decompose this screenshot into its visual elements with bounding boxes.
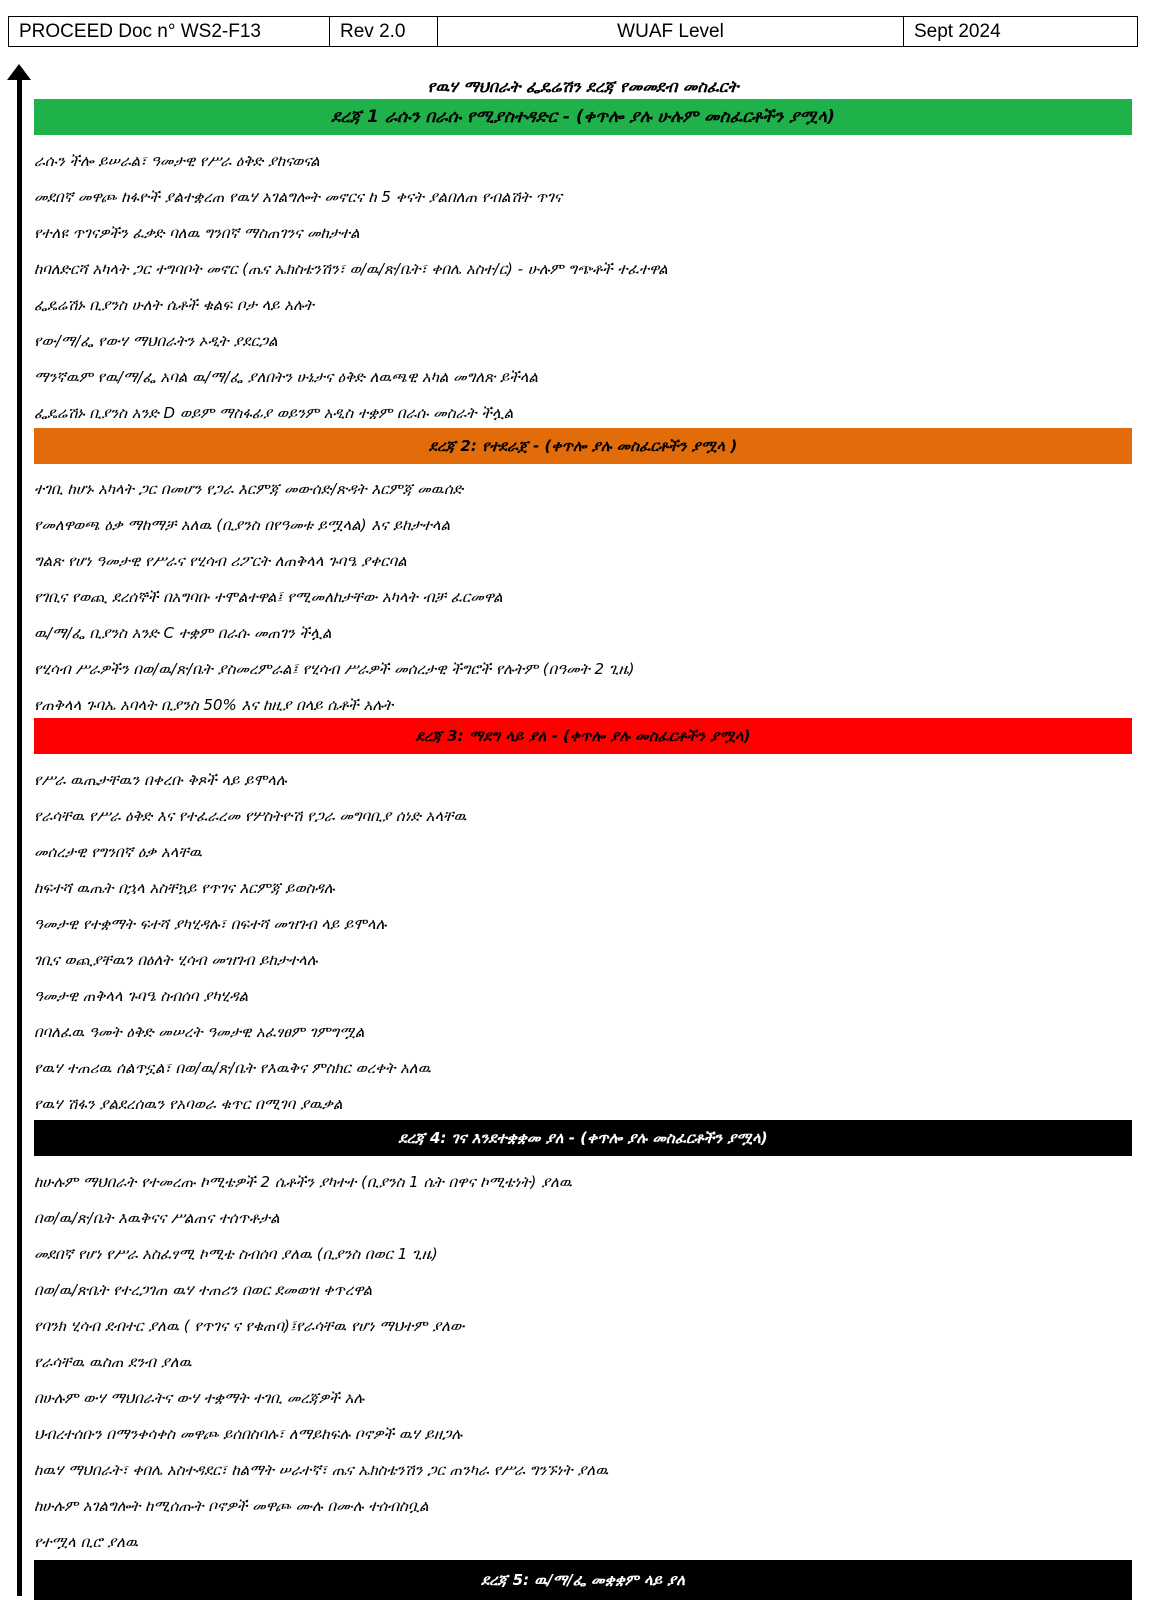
level-1-item: የው/ማ/ፌ የውሃ ማህበራትን ኦዲት ያደርጋል bbox=[34, 332, 278, 350]
level-1-item: ፌዴሬሽኑ ቢያንስ ሁለት ሴቶች ቁልፍ ቦታ ላይ አሉት bbox=[34, 296, 314, 314]
level-4-item: በወ/ዉ/ጽቤት የተረጋገጠ ዉሃ ተጠሪን በወር ደመወዝ ቀጥረዋል bbox=[34, 1281, 373, 1299]
arrow-shaft bbox=[17, 76, 22, 1596]
level-1-item: ራሱን ችሎ ይሠራል፣ ዓመታዊ የሥራ ዕቅድ ያከናወናል bbox=[34, 152, 320, 170]
level-4-heading: ደረጃ 4: ገና እንደተቋቋመ ያለ - (ቀጥሎ ያሉ መስፈርቶችን ያሟላ) bbox=[34, 1120, 1132, 1156]
level-3-item: ገቢና ወጪያቸዉን በዕለት ሂሳብ መዝገብ ይከታተላሉ bbox=[34, 951, 318, 969]
revision-cell: Rev 2.0 bbox=[330, 17, 438, 47]
level-4-item: የባንክ ሂሳብ ደብተር ያለዉ ( የጥገና ና የቁጠባ)፤የራሳቸዉ የሆነ ማህተም ያለው bbox=[34, 1317, 465, 1335]
level-1-heading: ደረጃ 1 ራሱን በራሱ የሚያስተዳድር - (ቀጥሎ ያሉ ሁሉም መስፈርቶችን ያሟላ) bbox=[34, 99, 1132, 135]
level-4-item: በሁሉም ውሃ ማህበራትና ውሃ ተቋማት ተገቢ መረጃዎች አሉ bbox=[34, 1389, 365, 1407]
level-3-item: ዓመታዊ ጠቅላላ ጉባዔ ስብሰባ ያካሂዳል bbox=[34, 987, 249, 1005]
level-cell: WUAF Level bbox=[438, 17, 904, 47]
level-2-item: የሂሳብ ሥራዎችን በወ/ዉ/ጽ/ቤት ያስመረምራል፤ የሂሳብ ሥራዎች መሰረታዊ ችግሮች የሉትም (በዓመት 2 ጊዜ) bbox=[34, 660, 635, 678]
level-2-heading: ደረጃ 2: የተደራጀ - (ቀጥሎ ያሉ መስፈርቶችን ያሟላ ) bbox=[34, 428, 1132, 464]
level-4-item: ከዉሃ ማህበራት፣ ቀበሌ አስተዳደር፣ ከልማት ሠራተኛ፣ ጤና ኤክስቴንሽን ጋር ጠንካራ የሥራ ግንኙነት ያለዉ bbox=[34, 1461, 609, 1479]
level-1-item: ፌዴሬሽኑ ቢያንስ አንድ D ወይም ማስፋፊያ ወይንም አዲስ ተቋም በራሱ መስራት ችሏል bbox=[34, 404, 514, 422]
level-2-item: የመለዋወጫ ዕቃ ማከማቻ አለዉ (ቢያንስ በየዓመቱ ይሟላል) እና ይከታተላል bbox=[34, 516, 451, 534]
level-3-item: መሰረታዊ የግንበኛ ዕቃ አላቸዉ bbox=[34, 843, 202, 861]
level-4-item: የራሳቸዉ ዉስጠ ደንብ ያለዉ bbox=[34, 1353, 192, 1371]
level-4-item: የተሟላ ቢሮ ያለዉ bbox=[34, 1533, 139, 1551]
level-1-item: መደበኛ መዋጮ ከፋዮች ያልተቋረጠ የዉሃ አገልግሎት መኖርና ከ 5 ቀናት ያልበለጠ የብልሽት ጥገና bbox=[34, 188, 562, 206]
level-2-item: ዉ/ማ/ፌ ቢያንስ አንድ C ተቋም በራሱ መጠገን ችሏል bbox=[34, 624, 332, 642]
document-header-table bbox=[8, 16, 1138, 47]
level-3-item: የራሳቸዉ የሥራ ዕቅድ እና የተፈራረመ የሦስትዮሽ የጋራ መግባቢያ ሰነድ አላቸዉ bbox=[34, 807, 467, 825]
level-5-heading: ደረጃ 5: ዉ/ማ/ፌ መቋቋም ላይ ያለ bbox=[34, 1560, 1132, 1600]
level-3-item: በባለፈዉ ዓመት ዕቅድ መሠረት ዓመታዊ አፈፃፀም ገምግሟል bbox=[34, 1023, 365, 1041]
level-4-item: ከሁሉም ማህበራት የተመረጡ ኮሚቴዎች 2 ሴቶችን ያካተተ (ቢያንስ 1 ሴት በዋና ኮሚቴነት) ያለዉ bbox=[34, 1173, 572, 1191]
level-3-item: ከፍተሻ ዉጤት በኋላ አስቸኳይ የጥገና እርምጃ ይወስዳሉ bbox=[34, 879, 335, 897]
level-1-item: ማንኛዉም የዉ/ማ/ፌ አባል ዉ/ማ/ፌ ያለበትን ሁኔታና ዕቅድ ለዉጫዊ አካል መግለጽ ይችላል bbox=[34, 368, 538, 386]
level-1-item: ከባለድርሻ አካላት ጋር ተግባቦት መኖር (ጤና ኤክስቴንሽን፣ ወ/ዉ/ጽ/ቤት፣ ቀበሌ አስተ/ር) - ሁሉም ግጭቶች ተፈተዋል bbox=[34, 260, 668, 278]
level-4-item: ህብረተሰቡን በማንቀሳቀስ መዋጮ ይሰበስባሉ፣ ለማይከፍሉ ቦኖዎች ዉሃ ይዘጋሉ bbox=[34, 1425, 463, 1443]
doc-number-cell: PROCEED Doc n° WS2-F13 bbox=[9, 17, 330, 47]
level-3-heading: ደረጃ 3: ማደግ ላይ ያለ - (ቀጥሎ ያሉ መስፈርቶችን ያሟላ) bbox=[34, 718, 1132, 754]
date-cell: Sept 2024 bbox=[904, 17, 1138, 47]
page-title: የዉሃ ማህበራት ፌዴሬሽን ደረጃ የመመደብ መስፈርት bbox=[427, 77, 739, 96]
level-3-item: የዉሃ ሽፋን ያልደረሰዉን የአባወራ ቁጥር በሚገባ ያዉቃል bbox=[34, 1095, 343, 1113]
level-4-item: በወ/ዉ/ጽ/ቤት እዉቅናና ሥልጠና ተሰጥቶታል bbox=[34, 1209, 280, 1227]
level-3-item: የዉሃ ተጠሪዉ ሰልጥኗል፣ በወ/ዉ/ጽ/ቤት የእዉቅና ምስክር ወረቀት አለዉ bbox=[34, 1059, 431, 1077]
level-2-item: የጠቅላላ ጉባኤ አባላት ቢያንስ 50% እና ከዚያ በላይ ሴቶች አሉት bbox=[34, 696, 394, 714]
level-2-item: የገቢና የወጪ ደረሰኞች በአግባቡ ተሞልተዋል፤ የሚመለከታቸው አካላት ብቻ ፈርመዋል bbox=[34, 588, 503, 606]
level-3-item: የሥራ ዉጤታቸዉን በቀረቡ ቅጾች ላይ ይሞላሉ bbox=[34, 771, 287, 789]
level-1-item: የተለዩ ጥገናዎችን ፈቃድ ባለዉ ግንበኛ ማስጠገንና መከታተል bbox=[34, 224, 360, 242]
level-4-item: መደበኛ የሆነ የሥራ አስፈፃሚ ኮሚቴ ስብሰባ ያለዉ (ቢያንስ በወር 1 ጊዜ) bbox=[34, 1245, 438, 1263]
level-3-item: ዓመታዊ የተቋማት ፍተሻ ያካሂዳሉ፣ በፍተሻ መዝገብ ላይ ይሞላሉ bbox=[34, 915, 387, 933]
level-4-item: ከሁሉም አገልግሎት ከሚሰጡት ቦኖዎች መዋጮ ሙሉ በሙሉ ተሰብስቧል bbox=[34, 1497, 429, 1515]
level-2-item: ተገቢ ከሆኑ አካላት ጋር በመሆን የጋራ እርምጃ መውሰድ/ጽዳት እርምጃ መዉሰድ bbox=[34, 480, 463, 498]
level-2-item: ግልጽ የሆነ ዓመታዊ የሥራና የሂሳብ ሪፖርት ለጠቅላላ ጉባዔ ያቀርባል bbox=[34, 552, 407, 570]
